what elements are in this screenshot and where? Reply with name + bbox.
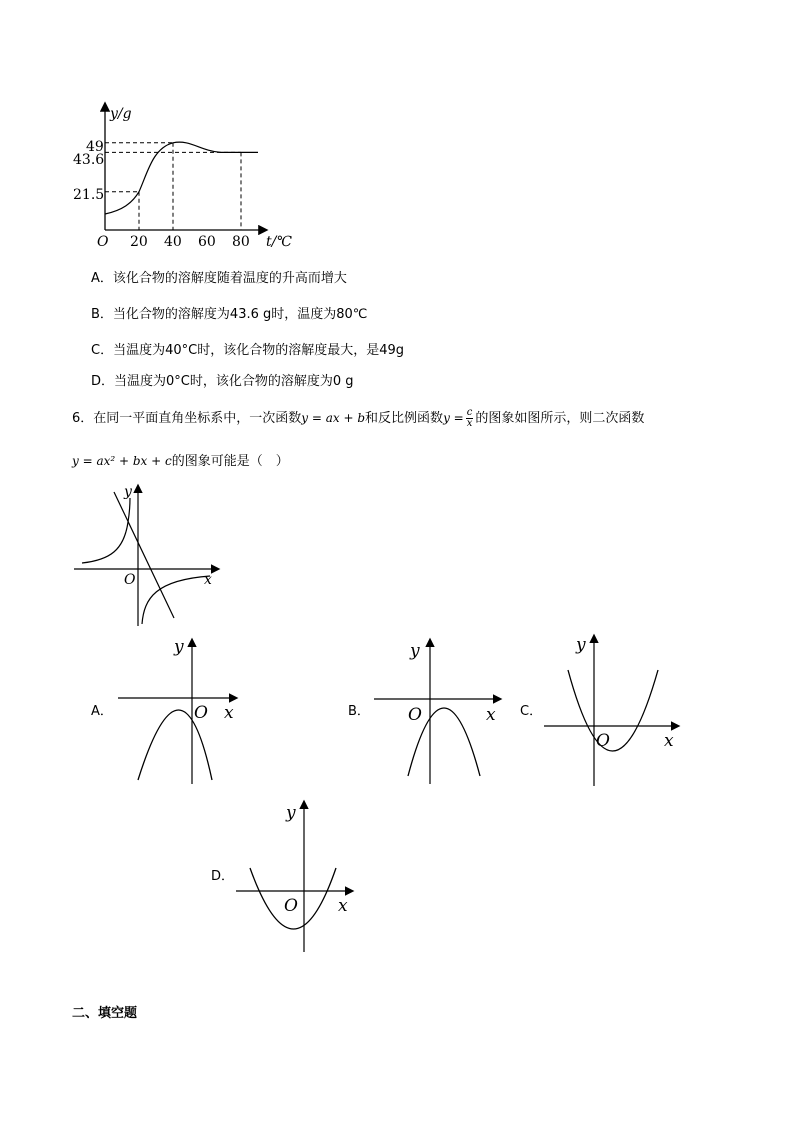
choice-d-label[interactable]: D． (211, 869, 235, 884)
q6-stem-line2 (72, 451, 289, 472)
y-axis-label: y/g (110, 106, 132, 122)
fraction-numerator: c (466, 407, 473, 418)
choice-d-graph[interactable] (232, 798, 362, 954)
y-tick-21-5: 21.5 (73, 187, 105, 203)
x-tick-80: 80 (232, 234, 250, 250)
linear-function: y = ax + b (301, 411, 366, 425)
q5-option-b[interactable]: B．当化合物的溶解度为43.6 g时，温度为80℃ (91, 307, 368, 322)
q5-option-a[interactable]: A．该化合物的溶解度随着温度的升高而增大 (91, 271, 347, 286)
q6-text-4: 的图象可能是（ ） (171, 454, 289, 469)
x-axis-label: x (204, 572, 212, 588)
inverse-branch-right (142, 576, 210, 624)
choice-a-graph[interactable] (112, 634, 242, 786)
x-tick-60: 60 (198, 234, 216, 250)
solubility-chart (70, 96, 310, 256)
x-tick-20: 20 (130, 234, 148, 250)
inverse-function-lhs: y = (443, 411, 464, 425)
q6-stem-line1 (72, 408, 644, 429)
origin-label: O (596, 731, 610, 751)
q6-text-2: 和反比例函数 (365, 411, 444, 426)
choice-c-graph[interactable] (540, 632, 685, 788)
origin-label: O (97, 234, 109, 250)
linear-function-line (114, 492, 174, 618)
x-axis-label: x (338, 896, 348, 916)
choice-c-label[interactable]: C． (520, 704, 543, 719)
origin-label: O (284, 896, 298, 916)
x-axis-label: x (664, 731, 674, 751)
choice-b-label[interactable]: B． (348, 704, 370, 719)
x-axis-label: x (224, 703, 234, 723)
q6-text-3: 的图象如图所示，则二次函数 (475, 411, 645, 426)
section-heading: 二、填空题 (72, 1006, 138, 1021)
x-axis-label: t/℃ (266, 234, 293, 250)
origin-label: O (194, 703, 208, 723)
y-tick-49: 49 (86, 139, 104, 155)
x-tick-40: 40 (164, 234, 182, 250)
origin-label: O (124, 572, 136, 588)
parabola (568, 670, 658, 751)
x-axis-label: x (486, 705, 496, 725)
origin-label: O (408, 705, 422, 725)
quadratic-function: y = ax² + bx + c (72, 454, 172, 468)
q5-option-c[interactable]: C．当温度为40°C时，该化合物的溶解度最大，是49g (91, 343, 404, 358)
y-axis-label: y (410, 641, 420, 661)
fraction-denominator: x (466, 418, 473, 429)
choice-a-label[interactable]: A． (91, 704, 113, 719)
y-axis-label: y (576, 635, 586, 655)
y-tick-43-6: 43.6 (73, 152, 105, 168)
inverse-branch-left (82, 498, 130, 563)
given-function-graph (70, 482, 230, 628)
inverse-function-fraction (466, 408, 474, 429)
q6-text-1: 在同一平面直角坐标系中，一次函数 (93, 411, 302, 426)
question-number: 6． (72, 411, 94, 426)
q5-option-d[interactable]: D．当温度为0°C时，该化合物的溶解度为0 g (91, 374, 354, 389)
choice-b-graph[interactable] (370, 634, 510, 786)
y-axis-label: y (124, 484, 132, 500)
y-axis-label: y (286, 803, 296, 823)
y-axis-label: y (174, 637, 184, 657)
